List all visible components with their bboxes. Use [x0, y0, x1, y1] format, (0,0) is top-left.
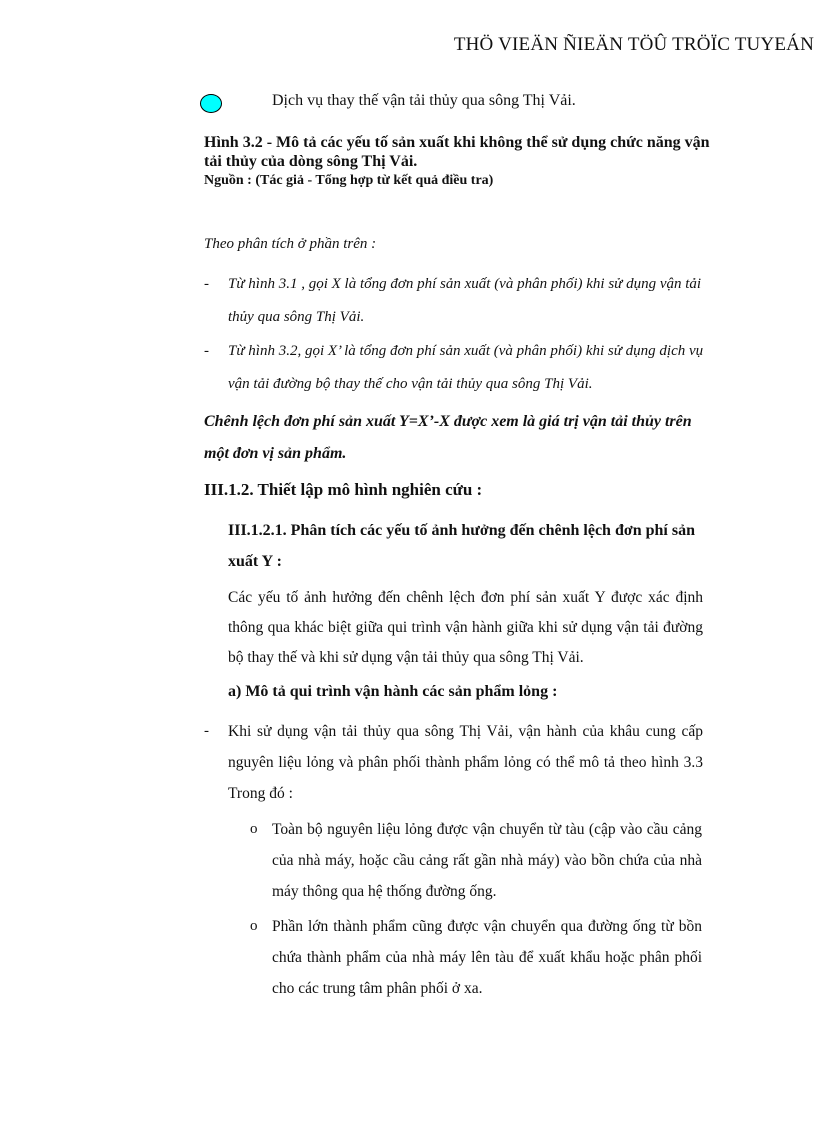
process-paragraph: Khi sử dụng vận tải thủy qua sông Thị Vải, vận hành của khâu cung cấp nguyên liệu lỏng và phân phối thành phẩm lỏng có thể mô tả theo hình 3.3 Trong đó :	[228, 723, 703, 802]
list-item: Phần lớn thành phẩm cũng được vận chuyển qua đường ống từ bồn chứa thành phẩm của nhà máy lên tàu để xuất khẩu hoặc phân phối cho các trung tâm phân phối ở xa.	[272, 918, 702, 997]
page-header-title: THÖ VIEÄN ÑIEÄN TÖÛ TRÖÏC TUYEÁN	[453, 34, 814, 55]
list-item: Toàn bộ nguyên liệu lỏng được vận chuyển từ tàu (cập vào cầu cảng của nhà máy, hoặc cầu cảng rất gần nhà máy) vào bồn chứa của nhà máy thông qua hệ thống đường ống.	[272, 821, 702, 900]
list-item: Từ hình 3.1 , gọi X là tổng đơn phí sản xuất (và phân phối) khi sử dụng vận tải thủy qua sông Thị Vải.	[228, 276, 702, 325]
legend-text: Dịch vụ thay thế vận tải thủy qua sông Thị Vải.	[272, 92, 576, 109]
list-item: Từ hình 3.2, gọi X’ là tổng đơn phí sản xuất (và phân phối) khi sử dụng dịch vụ vận tải đường bộ thay thế cho vận tải thủy qua sông Thị Vải.	[228, 343, 704, 392]
section-heading: III.1.2. Thiết lập mô hình nghiên cứu :	[204, 480, 483, 499]
conclusion-text: Chênh lệch đơn phí sản xuất Y=X’-X được xem là giá trị vận tải thủy trên một đơn vị sản phẩm.	[204, 413, 692, 462]
circle-bullet-icon: o	[250, 918, 258, 934]
circle-bullet-icon: o	[250, 821, 258, 837]
legend-ellipse-marker	[200, 94, 222, 113]
bullet-dash: -	[204, 723, 209, 739]
subsection-heading: III.1.2.1. Phân tích các yếu tố ảnh hưởng đến chênh lệch đơn phí sản xuất Y :	[228, 522, 695, 570]
bullet-dash: -	[204, 276, 209, 292]
bullet-dash: -	[204, 343, 209, 359]
analysis-intro: Theo phân tích ở phần trên :	[204, 236, 377, 252]
subsubsection-heading: a) Mô tả qui trình vận hành các sản phẩm lỏng :	[228, 683, 558, 700]
figure-caption: Hình 3.2 - Mô tả các yếu tố sản xuất khi không thể sử dụng chức năng vận tải thủy của dòng sông Thị Vải.	[204, 134, 710, 170]
section-paragraph: Các yếu tố ảnh hưởng đến chênh lệch đơn phí sản xuất Y được xác định thông qua khác biệt giữa qui trình vận hành giữa khi sử dụng vận tải đường bộ thay thế và khi sử dụng vận tải thủy qua sông Thị Vải.	[228, 589, 703, 666]
figure-source: Nguồn : (Tác giả - Tổng hợp từ kết quả điều tra)	[204, 173, 494, 188]
